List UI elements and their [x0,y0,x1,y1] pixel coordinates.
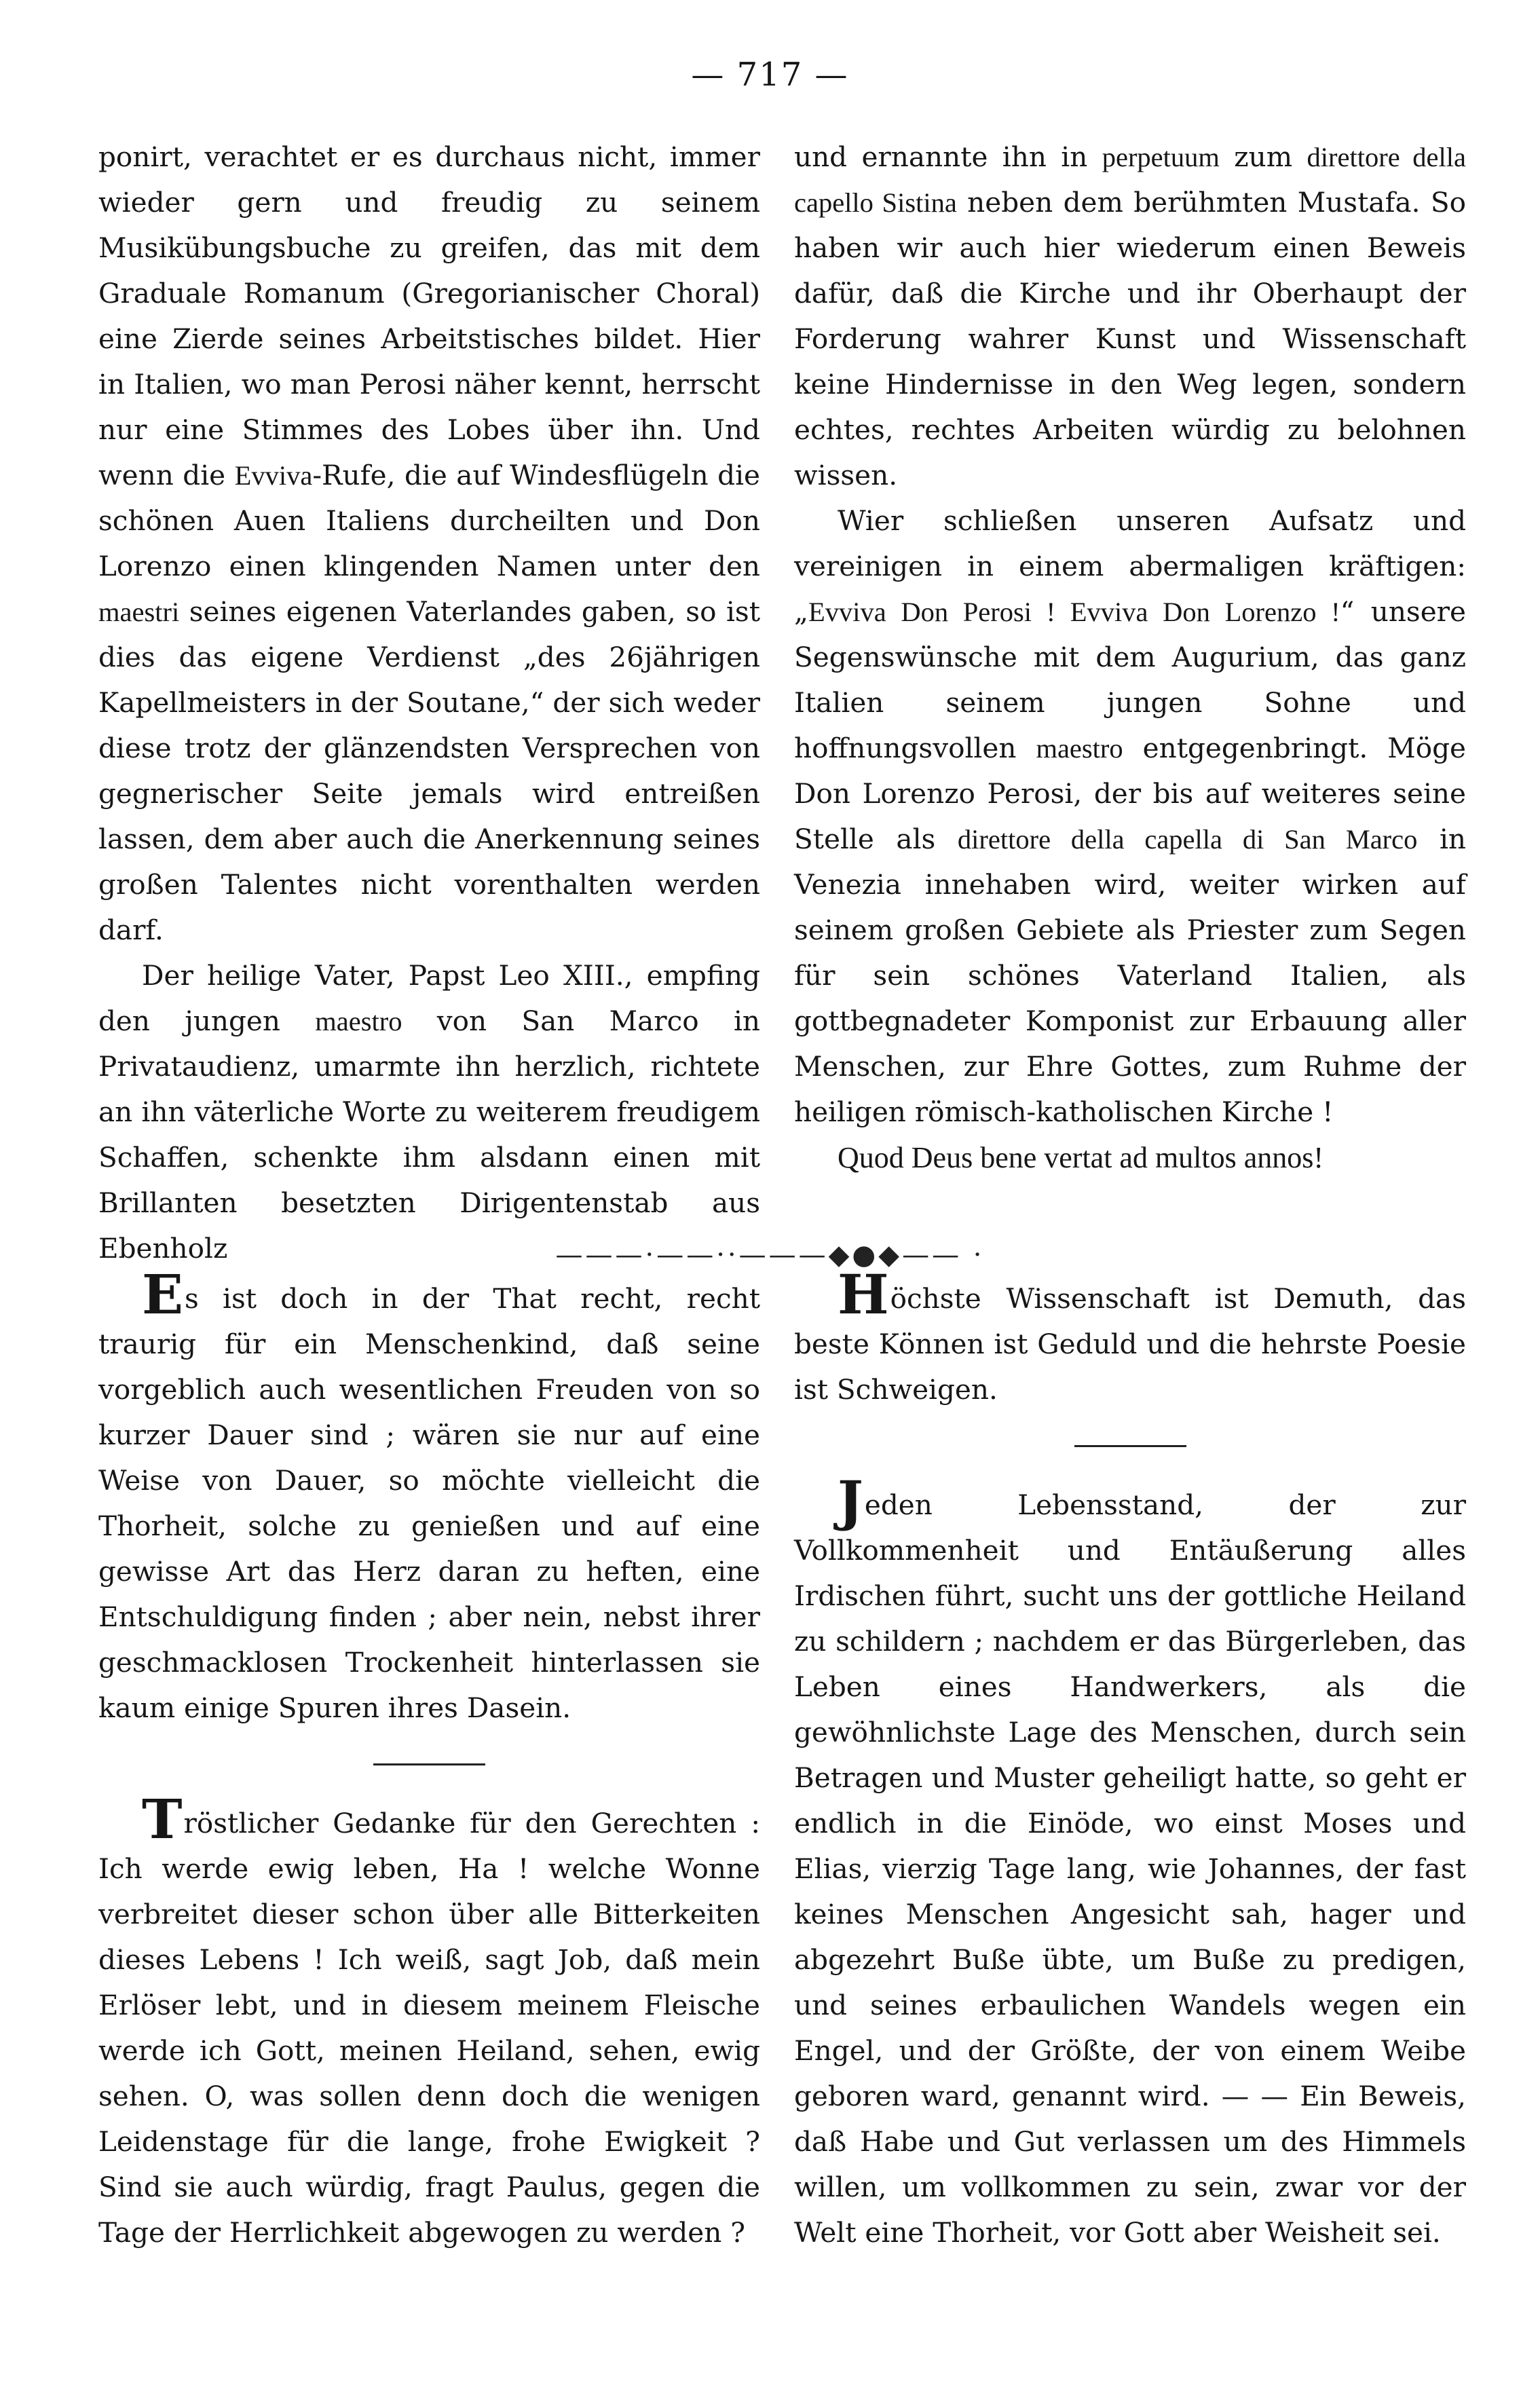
text-run: entgegenbringt. Möge Don Lorenzo Perosi, der bis auf weiteres seine Stelle als [794,732,1467,855]
text-run-latin: maestro [315,1006,402,1036]
initial-letter: E [142,1263,183,1326]
separator-rule [1074,1445,1186,1447]
page-number: — 717 — [691,56,849,94]
text-run: und ernannte ihn in [794,141,1102,173]
aphorism-text: eden Lebensstand, der zur Vollkommenheit und Entäußerung alles Irdischen führt, sucht uns der gottliche Heiland zu schildern ; nachdem er das Bürgerleben, das Leben eines Handwerkers, als die gewöhnlichste Lage des Menschen, durch sein Betragen und Muster geheiligt hatte, so geht er endlich in die Einöde, wo einst Moses und Elias, vierzig Tage lang, wie Johannes, der fast keines Menschen Angesicht sah, hager und abgezehrt Buße übte, um Buße zu predigen, und seines erbaulichen Wandels wegen ein Engel, und der Größte, der von einem Weibe geboren ward, genannt wird. — — Ein Beweis, daß Habe und Gut verlassen um des Himmels willen, um vollkommen zu sein, zwar vor der Welt eine Thorheit, vor Gott aber Weisheit sei. [794,1489,1466,2249]
aphorism [98,1263,760,1731]
text-run-latin: maestri [98,597,180,627]
text-run-latin: Evviva [234,460,313,491]
separator-rule [373,1763,485,1765]
aphorism-text: s ist doch in der That recht, recht traurig für ein Menschenkind, daß seine vorgeblich auch wesentlichen Freuden von so kurzer Dauer sind ; wären sie nur auf eine Weise von Dauer, so möchte vielleicht die Thorheit, solche zu genießen und auf eine gewisse Art das Herz daran zu heften, eine Entschuldigung finden ; aber nein, nebst ihrer geschmacklosen Trockenheit hinterlassen sie kaum einige Spuren ihres Dasein. [98,1282,760,1724]
aphorisms-right-column [794,1263,1466,2256]
article-left-column [98,134,760,1271]
paragraph [98,953,760,1271]
aphorisms-left-column [98,1263,760,2256]
aphorism [794,1469,1466,2256]
text-run: von San Marco in Privataudienz, umarmte ihn herzlich, richtete an ihn väterliche Worte zu weiterem freudigem Schaffen, schenkte ihm alsdann einen mit Brillanten besetzten Dirigentenstab aus Ebenholz [98,1005,760,1265]
text-run: -Rufe, die auf Windesflügeln die schönen Auen Italiens durcheilten und Don Lorenzo einen klingenden Namen unter den [98,459,760,582]
text-run: zum [1219,141,1307,173]
text-run-latin: direttore della capella di San Marco [957,824,1418,855]
paragraph [98,134,760,953]
text-run: Wier schließen unseren Aufsatz und vereinigen in einem abermaligen kräftigen: „ [794,504,1466,628]
text-run: in Venezia innehaben wird, weiter wirken auf seinem großen Gebiete als Priester zum Segen für sein schönes Vaterland Italien, als gottbegnadeter Komponist zur Erbauung aller Menschen, zur Ehre Gottes, zum Ruhme der heiligen römisch-katholischen Kirche ! [794,823,1466,1128]
aphorism [98,1787,760,2256]
text-run-latin: perpetuum [1102,142,1220,172]
closing-line: Quod Deus bene vertat ad multos annos! [838,1141,1324,1174]
aphorism [794,1263,1466,1413]
paragraph [794,498,1466,1135]
initial-letter: J [838,1469,863,1533]
article-right-column [794,134,1466,1180]
text-run: ponirt, verachtet er es durchaus nicht, immer wieder gern und freudig zu seinem Musikübungsbuche zu greifen, das mit dem Graduale Romanum (Gregorianischer Choral) eine Zierde seines Arbeitstisches bildet. Hier in Italien, wo man Perosi näher kennt, herrscht nur eine Stimmes des Lobes über ihn. Und wenn die [98,141,760,491]
text-run: Der heilige Vater, Papst Leo XIII., empfing den jungen [98,959,760,1037]
text-run-latin: Evviva Don Perosi ! Evviva Don Lorenzo ! [808,597,1340,627]
aphorism-text: öchste Wissenschaft ist Demuth, das beste Können ist Geduld und die hehrste Poesie ist Schweigen. [794,1282,1466,1406]
initial-letter: H [838,1263,889,1326]
ornamental-divider: ———·——··———◆●◆—— · [555,1239,985,1271]
aphorism-text: röstlicher Gedanke für den Gerechten : Ich werde ewig leben, Ha ! welche Wonne verbreitet dieser schon über alle Bitterkeiten dieses Lebens ! Ich weiß, sagt Job, daß mein Erlöser lebt, und in diesem meinem Fleische werde ich Gott, meinen Heiland, sehen, ewig sehen. O, was sollen denn doch die wenigen Leidenstage für die lange, frohe Ewigkeit ? Sind sie auch würdig, fragt Paulus, gegen die Tage der Herrlichkeit abgewogen zu werden ? [98,1807,760,2249]
text-run: neben dem berühmten Mustafa. So haben wir auch hier wiederum einen Beweis dafür, daß die Kirche und ihr Oberhaupt der Forderung wahrer Kunst und Wissenschaft keine Hindernisse in den Weg legen, sondern echtes, rechtes Arbeiten würdig zu belohnen wissen. [794,186,1466,491]
text-run-latin: maestro [1036,733,1123,764]
text-run: “ unsere Segenswünsche mit dem Augurium, das ganz Italien seinem jungen Sohne und hoffnungsvollen [794,595,1466,764]
initial-letter: T [142,1787,183,1851]
paragraph [794,134,1466,498]
text-run-latin: direttore della capello Sistina [794,142,1467,218]
text-run: seines eigenen Vaterlandes gaben, so ist dies das eigene Verdienst „des 26jährigen Kapellmeisters in der Soutane,“ der sich weder diese trotz der glänzendsten Versprechen von gegnerischer Seite jemals wird entreißen lassen, dem aber auch die Anerkennung seines großen Talentes nicht vorenthalten werden darf. [98,595,760,946]
